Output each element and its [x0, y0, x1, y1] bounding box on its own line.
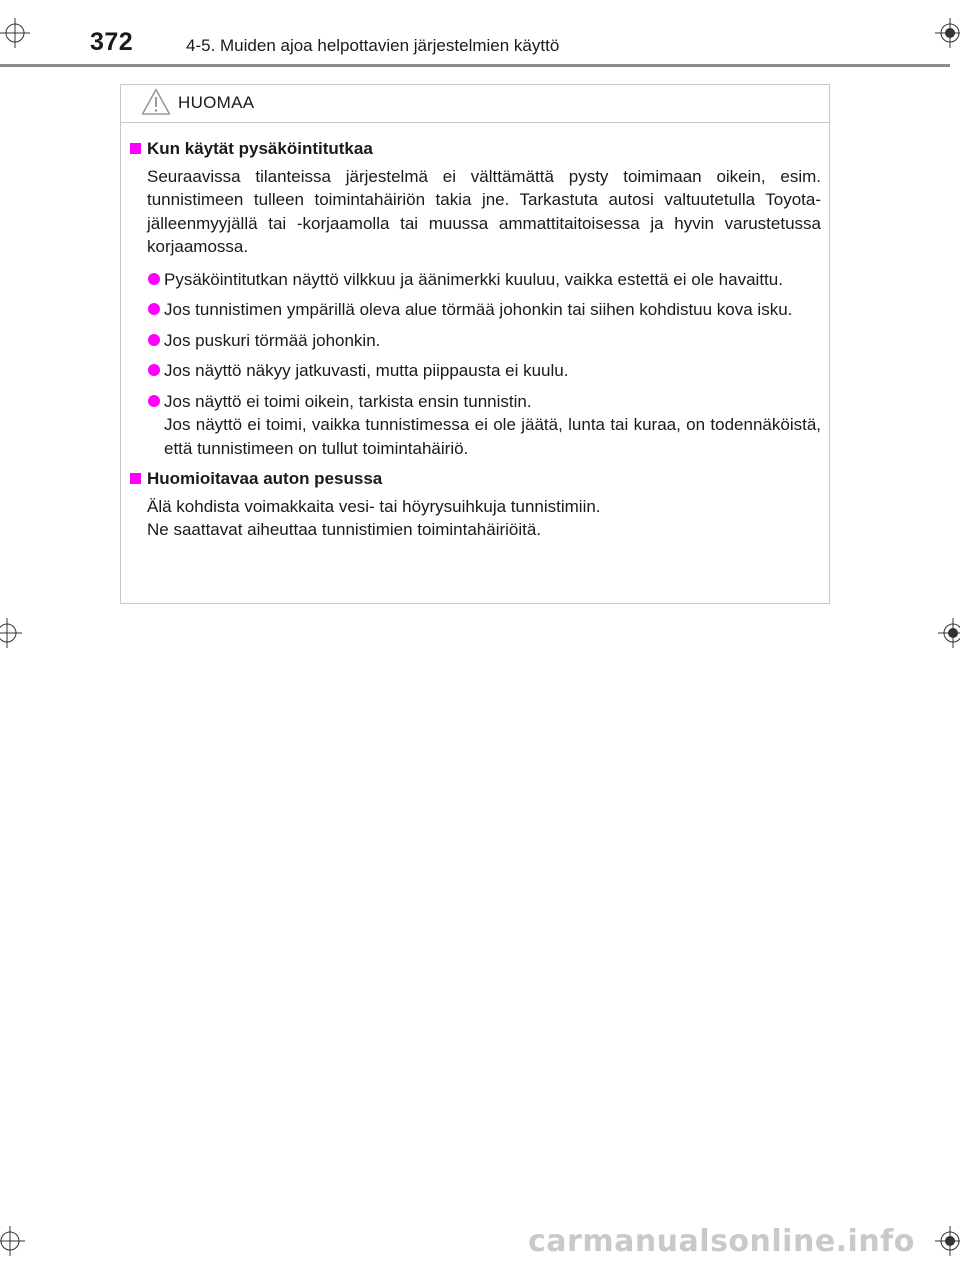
list-item — [128, 268, 821, 292]
watermark-text: carmanualsonline.info — [528, 1224, 915, 1259]
subheading-text: Kun käytät pysäköintitutkaa — [147, 139, 373, 158]
round-bullet-icon — [148, 364, 160, 376]
list-item-text: Pysäköintitutkan näyttö vilkkuu ja äänimerkki kuuluu, vaikka estettä ei ole havaittu. — [164, 269, 783, 289]
round-bullet-icon — [148, 334, 160, 346]
subheading-parking-sensor — [128, 137, 821, 161]
crop-mark-icon — [0, 1226, 25, 1256]
watermark — [528, 1224, 915, 1259]
round-bullet-icon — [148, 395, 160, 407]
round-bullet-icon — [148, 303, 160, 315]
list-item — [128, 298, 821, 322]
subheading-car-wash — [128, 467, 821, 491]
warning-triangle-icon — [141, 88, 171, 116]
list-item — [128, 390, 821, 461]
notice-body — [121, 123, 829, 551]
paragraph-line: Ne saattavat aiheuttaa tunnistimien toimintahäiriöitä. — [147, 520, 542, 539]
list-item-continuation: Jos näyttö ei toimi, vaikka tunnistimessa ei ole jäätä, lunta tai kuraa, on todennäköistä, että tunnistimeen on tullut toimintahäiriö. — [164, 415, 821, 458]
square-bullet-icon — [130, 473, 141, 484]
crop-mark-icon — [935, 1226, 960, 1256]
round-bullet-icon — [148, 273, 160, 285]
notice-title: HUOMAA — [178, 93, 255, 112]
list-item-text: Jos näyttö ei toimi oikein, tarkista ensin tunnistin. — [164, 391, 532, 411]
square-bullet-icon — [130, 143, 141, 154]
crop-mark-icon — [0, 618, 22, 648]
subheading-text: Huomioitavaa auton pesussa — [147, 469, 383, 488]
paragraph: Seuraavissa tilanteissa järjestelmä ei välttämättä pysty toimimaan oikein, esim. tunnistimeen tulleen toimintahäiriön takia jne. Tarkastuta autosi valtuutetulla Toyota-jälleenmyyjällä tai -korjaamolla tai muussa ammattitaitoisessa ja hyvin varustetussa korjaamossa. — [147, 166, 821, 256]
list-item-text: Jos tunnistimen ympärillä oleva alue törmää johonkin tai siihen kohdistuu kova isku. — [164, 300, 793, 319]
list-item — [128, 329, 821, 353]
crop-mark-icon — [938, 618, 960, 648]
page-number: 372 — [90, 28, 134, 56]
notice-box — [120, 84, 830, 604]
section-title: 4-5. Muiden ajoa helpottavien järjestelmien käyttö — [186, 36, 560, 55]
paragraph — [128, 495, 821, 542]
list-item-text: Jos näyttö näkyy jatkuvasti, mutta piippausta ei kuulu. — [164, 361, 569, 380]
crop-mark-icon — [0, 18, 30, 48]
page-header — [90, 28, 850, 62]
header-rule — [0, 64, 950, 67]
crop-mark-icon — [935, 18, 960, 48]
notice-header — [121, 85, 829, 123]
list-item-text: Jos puskuri törmää johonkin. — [164, 330, 381, 350]
paragraph-line: Älä kohdista voimakkaita vesi- tai höyrysuihkuja tunnistimiin. — [147, 496, 601, 516]
list-item — [128, 359, 821, 383]
